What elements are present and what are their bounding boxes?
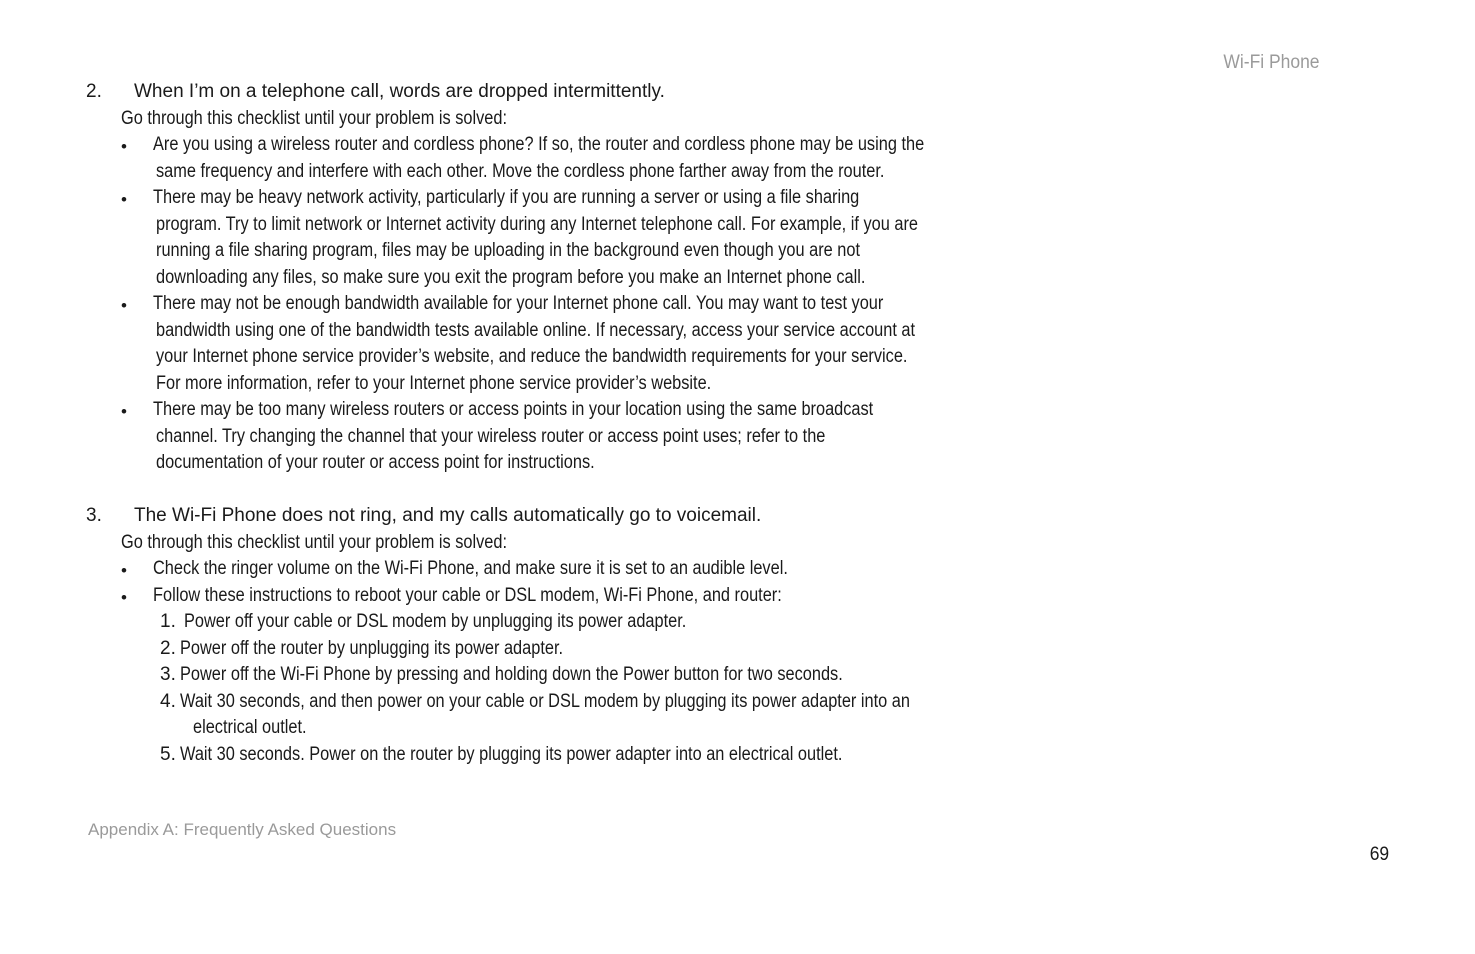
bullet-line: same frequency and interfere with each other. Move the cordless phone farther away from the router. [156,161,885,182]
bullet-line: There may be too many wireless routers or access points in your location using the same broadcast [153,399,874,420]
bullet-line: There may not be enough bandwidth available for your Internet phone call. You may want to test your [153,293,884,314]
checklist-intro: Go through this checklist until your problem is solved: [121,108,507,129]
step-line: Power off the Wi-Fi Phone by pressing and holding down the Power button for two seconds. [180,664,843,685]
bullet-line: bandwidth using one of the bandwidth tests available online. If necessary, access your service account at [156,320,916,341]
bullet-icon: • [121,190,127,209]
bullet-line: Follow these instructions to reboot your cable or DSL modem, Wi-Fi Phone, and router: [153,585,782,606]
footer-section-title: Appendix A: Frequently Asked Questions [88,820,397,839]
running-header-title: Wi-Fi Phone [1223,52,1320,73]
bullet-icon: • [121,402,127,421]
question-text: When I’m on a telephone call, words are dropped intermittently. [134,81,665,102]
bullet-line: documentation of your router or access point for instructions. [156,452,595,473]
bullet-line: For more information, refer to your Internet phone service provider’s website. [156,373,712,394]
step-number: 4. [160,691,176,712]
step-number: 1. [160,611,176,632]
bullet-icon: • [121,588,127,607]
step-line: Power off your cable or DSL modem by unplugging its power adapter. [184,611,687,632]
step-line: electrical outlet. [193,717,307,738]
step-number: 3. [160,664,176,685]
bullet-line: channel. Try changing the channel that your wireless router or access point uses; refer to the [156,426,826,447]
question-number: 2. [86,81,102,102]
bullet-line: your Internet phone service provider’s website, and reduce the bandwidth requirements for your service. [156,346,908,367]
question-number: 3. [86,505,102,526]
bullet-line: program. Try to limit network or Internet activity during any Internet telephone call. For example, if you are [156,214,918,235]
bullet-line: Check the ringer volume on the Wi-Fi Phone, and make sure it is set to an audible level. [153,558,788,579]
step-number: 5. [160,744,176,765]
step-number: 2. [160,638,176,659]
step-line: Wait 30 seconds, and then power on your cable or DSL modem by plugging its power adapter into an [180,691,910,712]
bullet-icon: • [121,137,127,156]
checklist-intro: Go through this checklist until your problem is solved: [121,532,507,553]
question-text: The Wi-Fi Phone does not ring, and my calls automatically go to voicemail. [134,505,762,526]
bullet-icon: • [121,296,127,315]
bullet-line: downloading any files, so make sure you exit the program before you make an Internet phone call. [156,267,866,288]
page-number: 69 [1369,844,1389,865]
bullet-line: There may be heavy network activity, particularly if you are running a server or using a file sharing [153,187,860,208]
step-line: Power off the router by unplugging its power adapter. [180,638,564,659]
bullet-line: running a file sharing program, files may be uploading in the background even though you are not [156,240,860,261]
step-line: Wait 30 seconds. Power on the router by plugging its power adapter into an electrical outlet. [180,744,843,765]
bullet-line: Are you using a wireless router and cordless phone? If so, the router and cordless phone may be using the [153,134,925,155]
bullet-icon: • [121,561,127,580]
